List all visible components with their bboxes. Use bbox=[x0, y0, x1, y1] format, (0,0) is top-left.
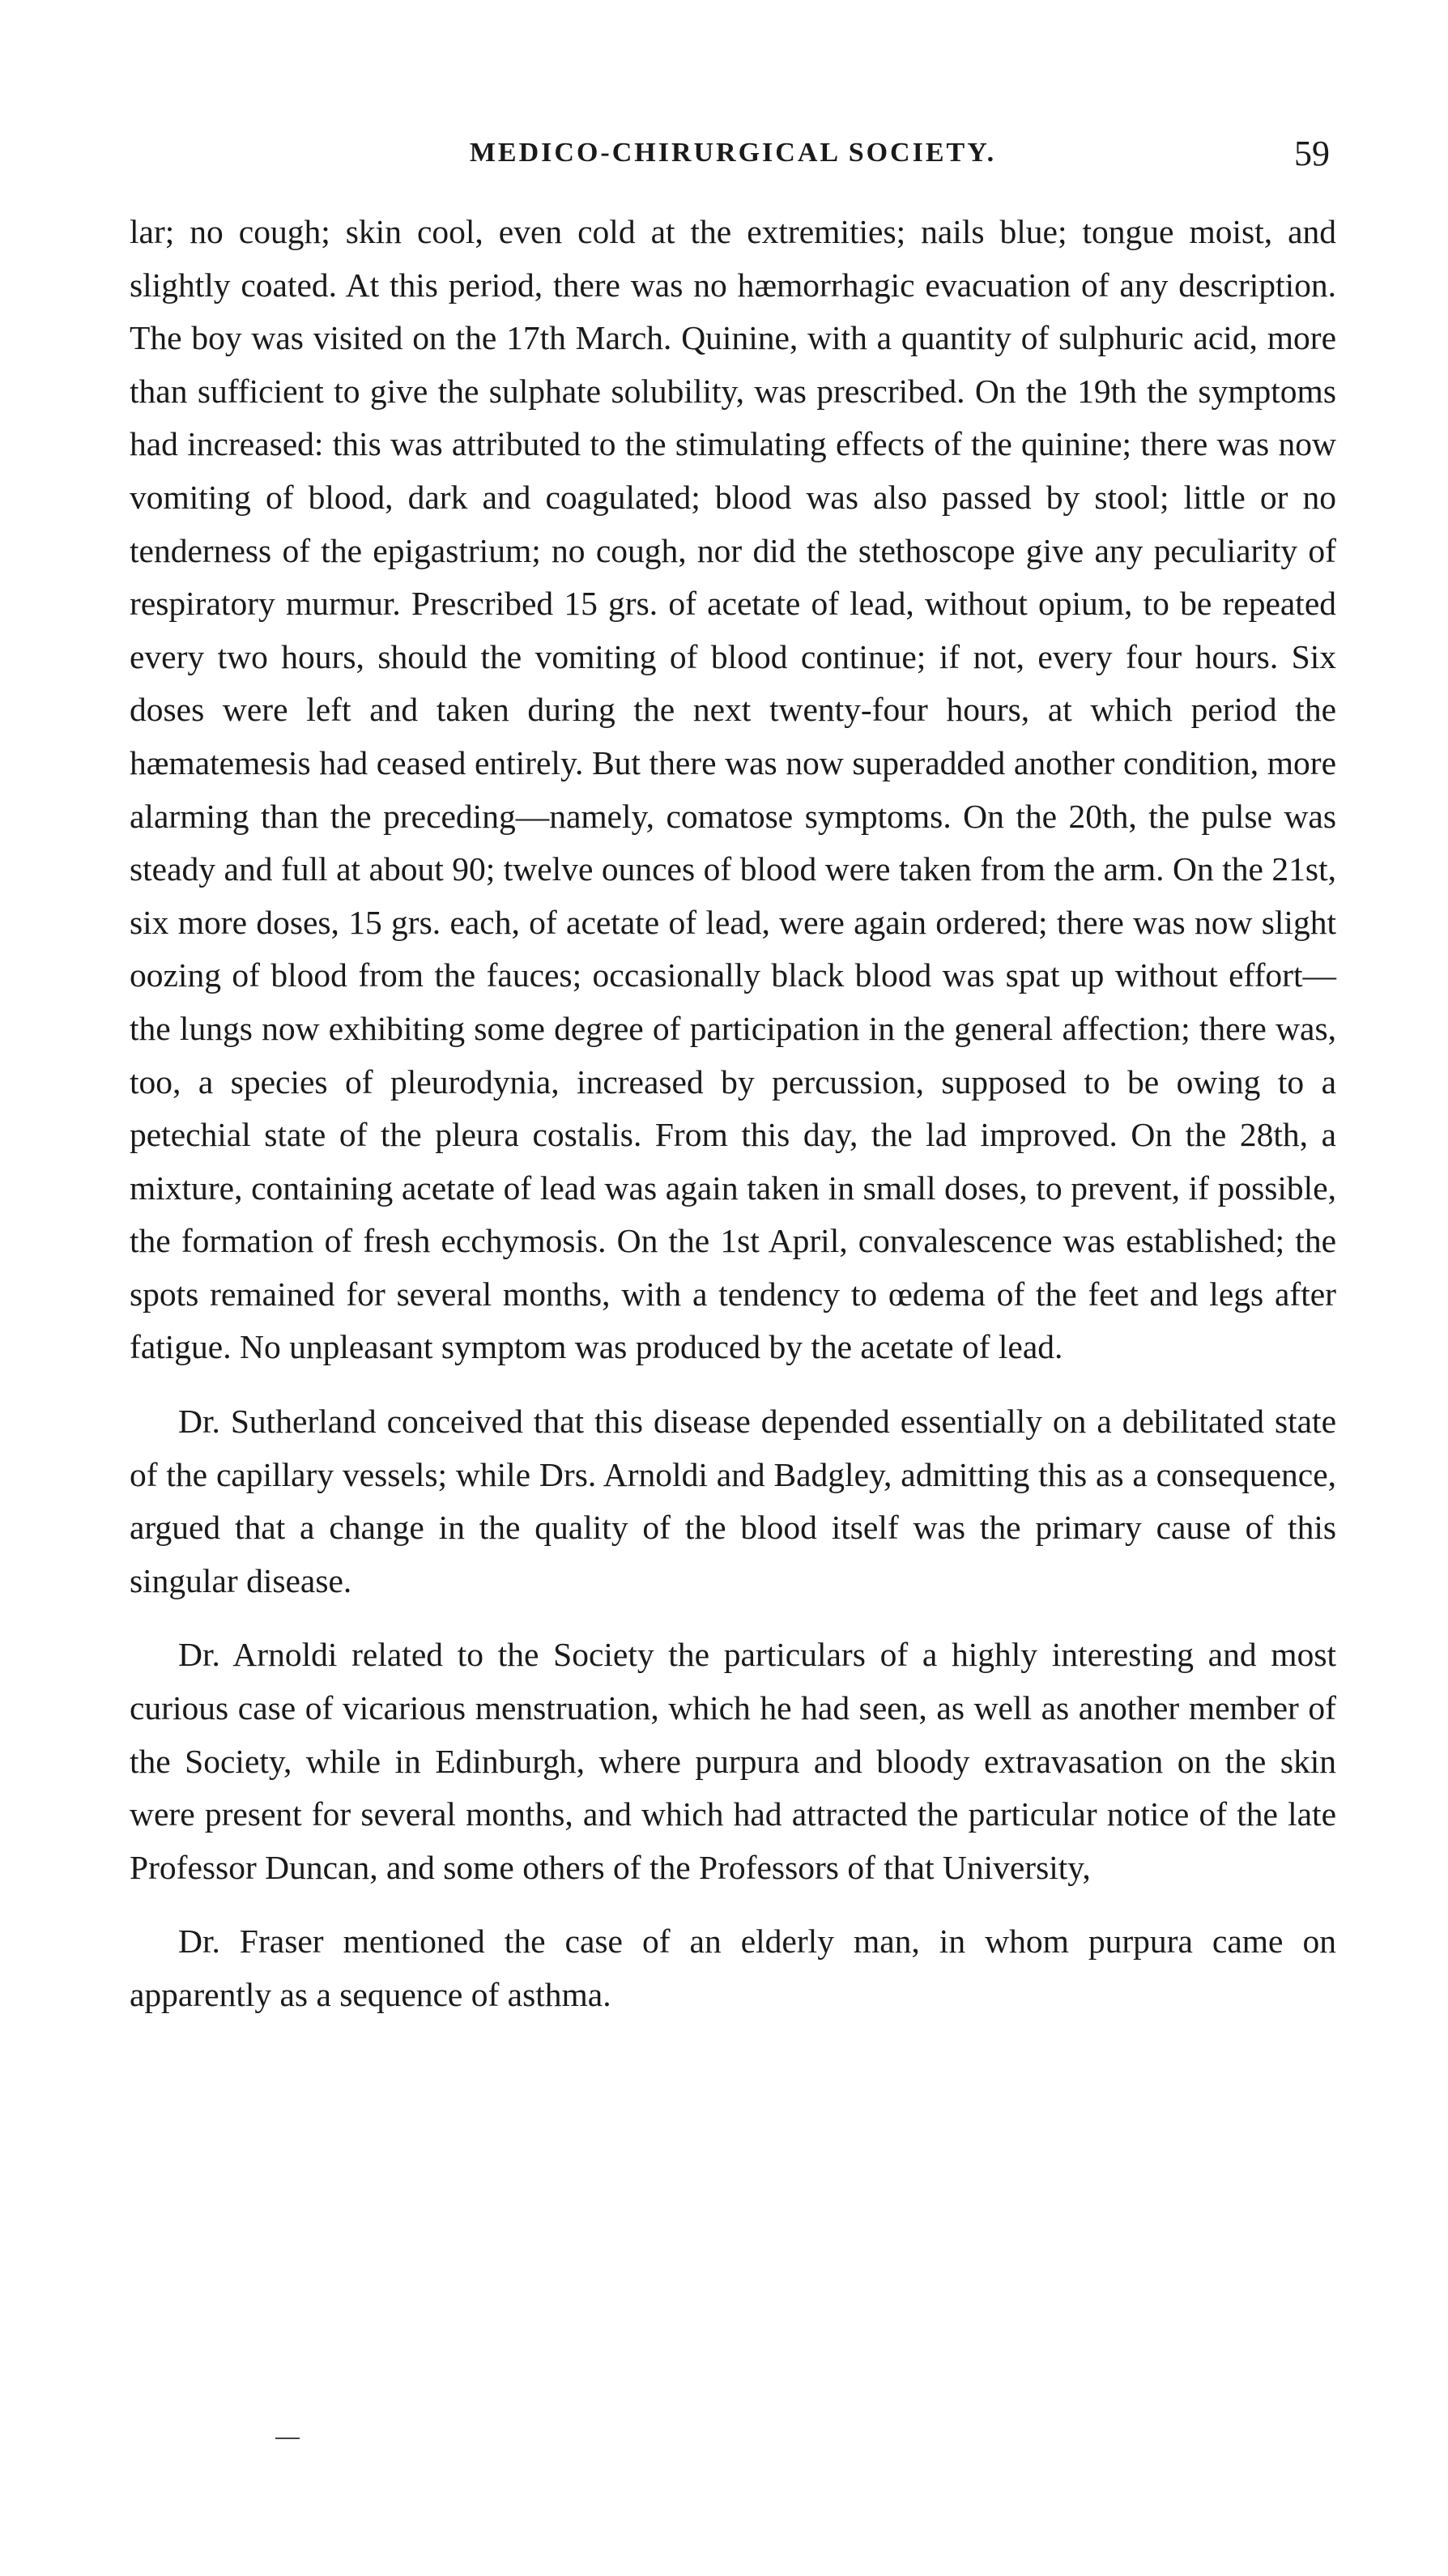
paragraph-sutherland: Dr. Sutherland conceived that this disease depended essentially on a debilitated state of the capillary vessels; while Drs. Arnoldi and Badgley, admitting this as a consequence, argued that a change in the quality of the blood itself was the primary cause of this singular disease. bbox=[130, 1403, 1336, 1599]
book-page bbox=[130, 134, 1336, 2022]
paragraph-fraser: Dr. Fraser mentioned the case of an elderly man, in whom purpura came on apparently as a sequence of asthma. bbox=[130, 1922, 1336, 2013]
page-number: 59 bbox=[1294, 134, 1330, 173]
paragraph-case-continuation: lar; no cough; skin cool, even cold at the extremities; nails blue; tongue moist, and slightly coated. At this period, there was no hæmorrhagic evacuation of any description. The boy was visited on the 17th March. Quinine, with a quantity of sulphuric acid, more than sufficient to give the sulphate solubility, was prescribed. On the 19th the symptoms had increased: this was attributed to the stimulating effects of the quinine; there was now vomiting of blood, dark and coagulated; blood was also passed by stool; little or no tenderness of the epigastrium; no cough, nor did the stethoscope give any peculiarity of respiratory murmur. Prescribed 15 grs. of acetate of lead, without opium, to be repeated every two hours, should the vomiting of blood continue; if not, every four hours. Six doses were left and taken during the next twenty-four hours, at which period the hæmatemesis had ceased entirely. But there was now superadded another condition, more alarming than the preceding—namely, comatose symptoms. On the 20th, the pulse was steady and full at about 90; twelve ounces of blood were taken from the arm. On the 21st, six more doses, 15 grs. each, of acetate of lead, were again ordered; there was now slight oozing of blood from the fauces; occasionally black blood was spat up without effort—the lungs now exhibiting some degree of participation in the general affection; there was, too, a species of pleurodynia, increased by percussion, supposed to be owing to a petechial state of the pleura costalis. From this day, the lad improved. On the 28th, a mixture, containing acetate of lead was again taken in small doses, to prevent, if possible, the formation of fresh ecchymosis. On the 1st April, convalescence was established; the spots remained for several months, with a tendency to œdema of the feet and legs after fatigue. No unpleasant symptom was produced by the acetate of lead. bbox=[130, 213, 1336, 1366]
footer-rule bbox=[275, 2438, 300, 2439]
running-title: MEDICO-CHIRURGICAL SOCIETY. bbox=[469, 138, 997, 168]
body-text bbox=[130, 206, 1336, 2022]
paragraph-arnoldi: Dr. Arnoldi related to the Society the particulars of a highly interesting and most curious case of vicarious menstruation, which he had seen, as well as another member of the Society, while in Edinburgh, where purpura and bloody extravasation on the skin were present for several months, and which had attracted the particular notice of the late Professor Duncan, and some others of the Professors of that University, bbox=[130, 1636, 1336, 1886]
running-head bbox=[130, 134, 1336, 194]
